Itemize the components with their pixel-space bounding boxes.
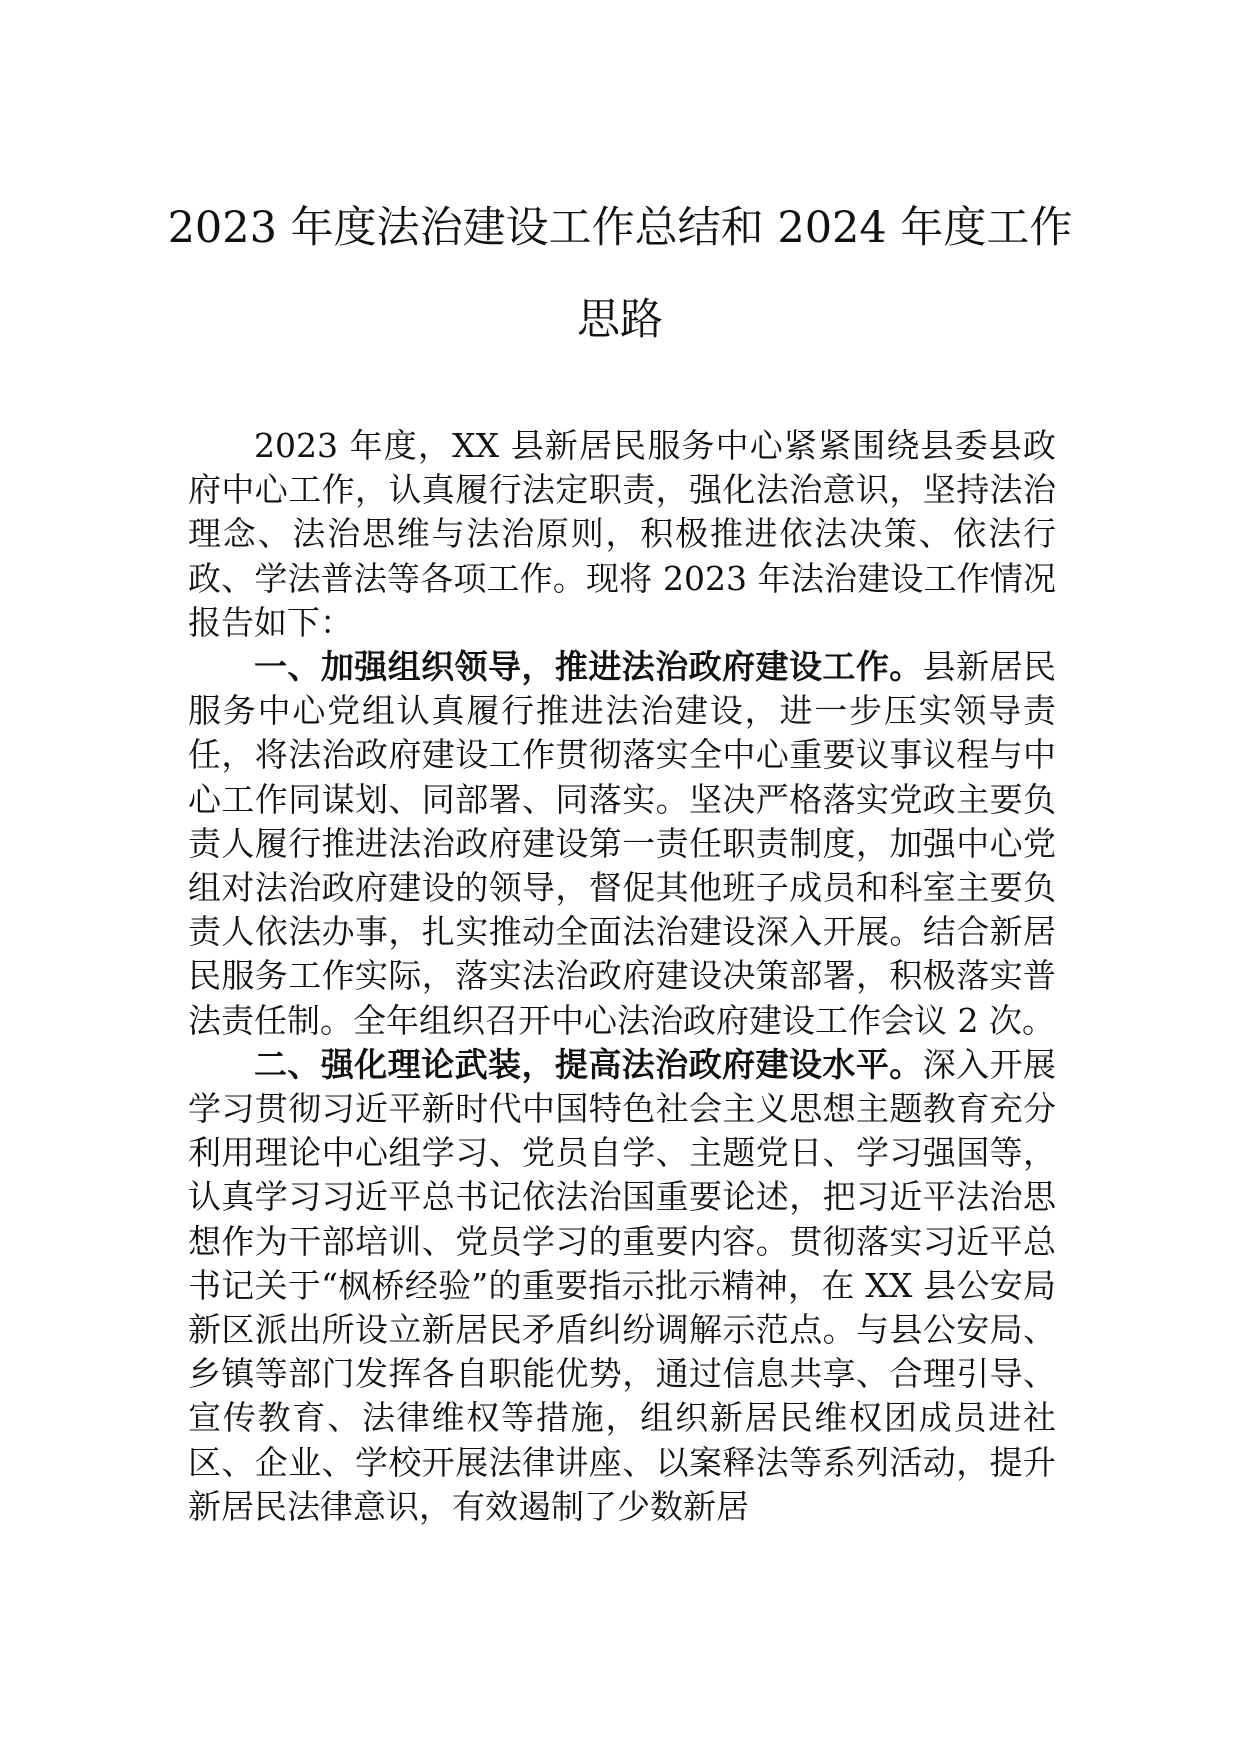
paragraph-intro	[188, 424, 1056, 645]
section-2-text: 深入开展学习贯彻习近平新时代中国特色社会主义思想主题教育充分利用理论中心组学习、党员自学、主题党日、学习强国等，认真学习习近平总书记依法治国重要论述，把习近平法治思想作为干部培训、党员学习的重要内容。贯彻落实习近平总书记关于“枫桥经验”的重要指示批示精神，在 XX 县公安局新区派出所设立新居民矛盾纠纷调解示范点。与县公安局、乡镇等部门发挥各自职能优势，通过信息共享、合理引导、宣传教育、法律维权等措施，组织新居民维权团成员进社区、企业、学校开展法律讲座、以案释法等系列活动，提升新居民法律意识，有效遏制了少数新居	[188, 1044, 1057, 1526]
document-title: 2023 年度法治建设工作总结和 2024 年度工作思路	[167, 203, 1073, 345]
document-body	[188, 424, 1056, 1529]
section-1-text: 县新居民服务中心党组认真履行推进法治建设，进一步压实领导责任，将法治政府建设工作贯彻落实全中心重要议事议程与中心工作同谋划、同部署、同落实。坚决严格落实党政主要负责人履行推进法治政府建设第一责任职责制度，加强中心党组对法治政府建设的领导，督促其他班子成员和科室主要负责人依法办事，扎实推动全面法治建设深入开展。结合新居民服务工作实际，落实法治政府建设决策部署，积极落实普法责任制。全年组织召开中心法治政府建设工作会议 2 次。	[188, 647, 1057, 1040]
paragraph-section-2	[188, 1043, 1056, 1529]
paragraph-section-1	[188, 645, 1056, 1043]
paragraph-intro-text: 2023 年度，XX 县新居民服务中心紧紧围绕县委县政府中心工作，认真履行法定职责，强化法治意识，坚持法治理念、法治思维与法治原则，积极推进依法决策、依法行政、学法普法等各项工作。现将 2023 年法治建设工作情况报告如下：	[188, 426, 1056, 642]
section-2-heading: 二、强化理论武装，提高法治政府建设水平。	[254, 1044, 923, 1084]
section-1-heading: 一、加强组织领导，推进法治政府建设工作。	[254, 647, 923, 687]
